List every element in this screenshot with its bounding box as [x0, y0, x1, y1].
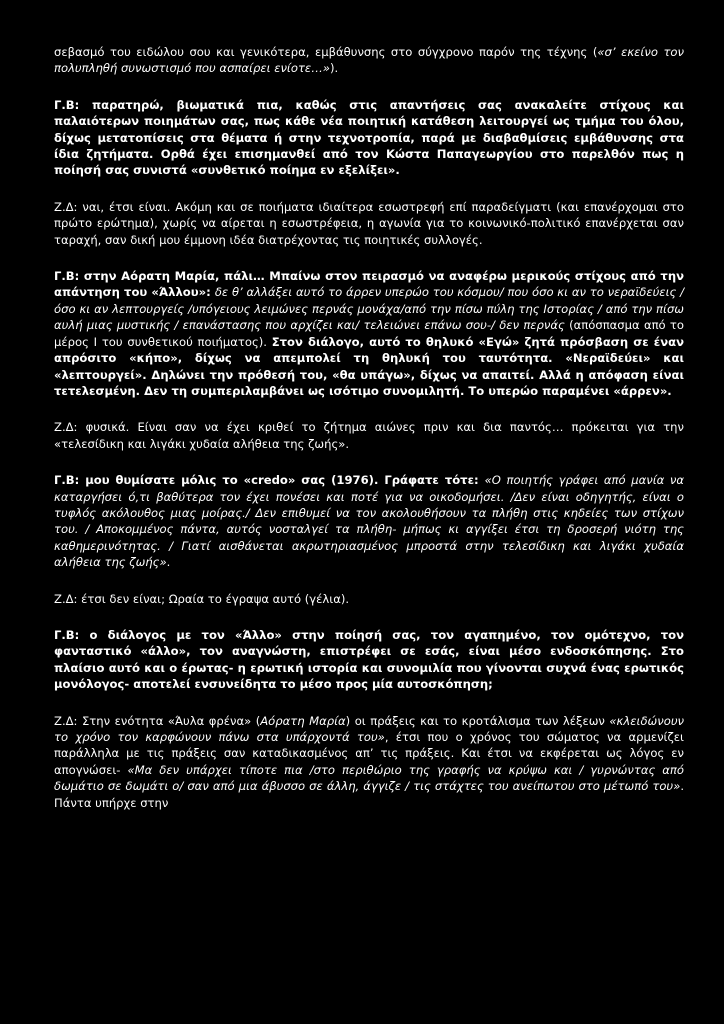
answer-paragraph: [54, 44, 684, 77]
question-paragraph: [54, 97, 684, 179]
text-segment: Ζ.Δ: Στην ενότητα «Άυλα φρένα» (: [54, 713, 261, 728]
text-segment: . Πάντα υπήρχε στην: [54, 779, 684, 810]
answer-paragraph: [54, 591, 684, 607]
text-segment: (απόσπασμα από το μέρος Ι του συνθετικού ποιήματος).: [54, 318, 684, 349]
text-segment: Ζ.Δ: φυσικά. Είναι σαν να έχει κριθεί το ζήτημα αιώνες πριν και δια παντός… πρόκειται για την «τελεσίδικη και λιγάκι χυδαία αλήθεια της ζωής».: [54, 420, 684, 451]
question-text: Στον διάλογο, αυτό το θηλυκό «Εγώ» ζητά πρόσβαση σε έναν απρόσιτο «κήπο», δίχως να απεμπολεί τη θηλυκή του ταυτότητα. «Νεραϊδεύει» και «λεπτουργεί». Δηλώνει την πρόθεσή του, «θα υπάγω», δίχως να απαιτεί. Αλλά η απόφαση είναι τετελεσμένη. Δεν τη συμπεριλαμβάνει ως ισότιμο συνομιλητή. Το υπερώο παραμένει «άρρεν».: [54, 334, 684, 398]
text-segment: σεβασμό του ειδώλου σου και γενικότερα, εμβάθυνσης στο σύγχρονο παρόν της τέχνης (: [54, 45, 598, 59]
text-segment: ) οι πράξεις και το κροτάλισμα των λέξεων: [345, 713, 610, 728]
quote-segment: «σ’ εκείνο τον πολυπληθή συνωστισμό που ασπαίρει ενίοτε…»: [54, 45, 684, 76]
document-page: [54, 44, 684, 831]
text-segment: .: [166, 555, 171, 570]
quote-segment: «κλειδώνουν το χρόνο τον καρφώνουν πάνω στα υπάρχοντά του»: [54, 713, 685, 744]
answer-paragraph: [54, 419, 684, 452]
title-segment: Αόρατη Μαρία: [260, 713, 346, 728]
question-text: Γ.Β: παρατηρώ, βιωματικά πια, καθώς στις απαντήσεις σας ανακαλείτε στίχους και παλαιότερων ποιημάτων σας, πως κάθε νέα ποιητική κατάθεση λειτουργεί ως τμήμα του όλου, δίχως μετατοπίσεις στα θέματα ή στην τεχνοτροπία, παρά με διαβαθμίσεις εμβάθυνσης στα ίδια ζητήματα. Ορθά έχει επισημανθεί από τον Κώστα Παπαγεωργίου στο παρελθόν πως η ποίησή σας συνιστά «συνθετικό ποίημα εν εξελίξει».: [54, 97, 684, 178]
question-paragraph: [54, 472, 684, 570]
question-text: Γ.Β: ο διάλογος με τον «Άλλο» στην ποίησή σας, τον αγαπημένο, τον ομότεχνο, τον φανταστικό «άλλο», τον αναγνώστη, επιστρέφει σε εσάς, είναι μέσο ενδοσκόπησης. Στο πλαίσιο αυτό και ο έρωτας- η ερωτική ιστορία και συνομιλία που γίνονται συχνά ένας ερωτικός μονόλογος- αποτελεί ενσυνείδητα το μέσο προς μία αυτοσκόπηση;: [54, 627, 684, 692]
text-segment: Ζ.Δ: ναι, έτσι είναι. Ακόμη και σε ποιήματα ιδιαίτερα εσωστρεφή επί παραδείγματι (και επανέρχομαι στο πρώτο ερώτημα), χωρίς να αίρεται η εσωστρέφεια, η αγωνία για το κοινωνικό-πολιτικό επανέρχεται σαν ταραχή, σαν δική μου έμμονη ιδέα διατρέχοντας τις ποιητικές συλλογές.: [54, 199, 684, 247]
quote-segment: «Μα δεν υπάρχει τίποτε πια /στο περιθώριο της γραφής να κρύψω και / γυρνώντας από δωμάτιο σε δωμάτι ο/ σαν από μια άβυσσο σε άλλη, άγγιζε / τις στάχτες του ανείπωτου στο μέτωπό του»: [54, 762, 685, 794]
text-segment: Ζ.Δ: έτσι δεν είναι; Ωραία το έγραψα αυτό (γέλια).: [54, 591, 350, 606]
question-text: Γ.Β: μου θυμίσατε μόλις το «credo» σας (1976). Γράφατε τότε:: [54, 473, 485, 488]
question-paragraph: [54, 268, 684, 399]
question-paragraph: [54, 627, 684, 693]
quote-segment: «Ο ποιητής γράφει από μανία να καταργήσει ό,τι βαθύτερα τον έχει πονέσει και ποτέ για να οικοδομήσει. /Δεν είναι οδηγητής, είναι ο τυφλός ακόλουθος μιας μοίρας./ Δεν επιθυμεί να τον ακολουθήσουν τα πλήθη στις κηδείες των στίχων του. / Αποκομμένος πάντα, αυτός νοσταλγεί τα πλήθη- μήπως κι αγγίξει έτσι τη δροσερή νιότη της καθημερινότητας. / Γιατί αισθάνεται ακρωτηριασμένος μπροστά στην τελεσίδικη και λιγάκι χυδαία αλήθεια της ζωής»: [54, 473, 684, 570]
answer-paragraph: [54, 199, 684, 248]
question-text: Γ.Β: στην Αόρατη Μαρία, πάλι… Μπαίνω στον πειρασμό να αναφέρω μερικούς στίχους από την απάντηση του «Άλλου»:: [54, 269, 684, 300]
quote-segment: δε θ’ αλλάξει αυτό το άρρεν υπερώο του κόσμου/ που όσο κι αν το νεραϊδεύεις / όσο κι αν λεπτουργείς /υπόγειους λειμώνες περνάς μονάχα/από την πίσω πύλη της Ιστορίας / από την πίσω αυλή μιας μυστικής / επανάστασης που αρχίζει και/ τελειώνει επάνω σου-/ δεν περνάς: [54, 285, 684, 333]
text-segment: ).: [329, 61, 339, 76]
text-segment: , έτσι που ο χρόνος του σώματος να αρμενίζει παράλληλα με τις πράξεις σαν καταδικασμένος απ’ τις πράξεις. Και έτσι να εκφέρεται ως λόγος εν απογνώσει-: [54, 730, 684, 777]
answer-paragraph: [54, 713, 684, 811]
